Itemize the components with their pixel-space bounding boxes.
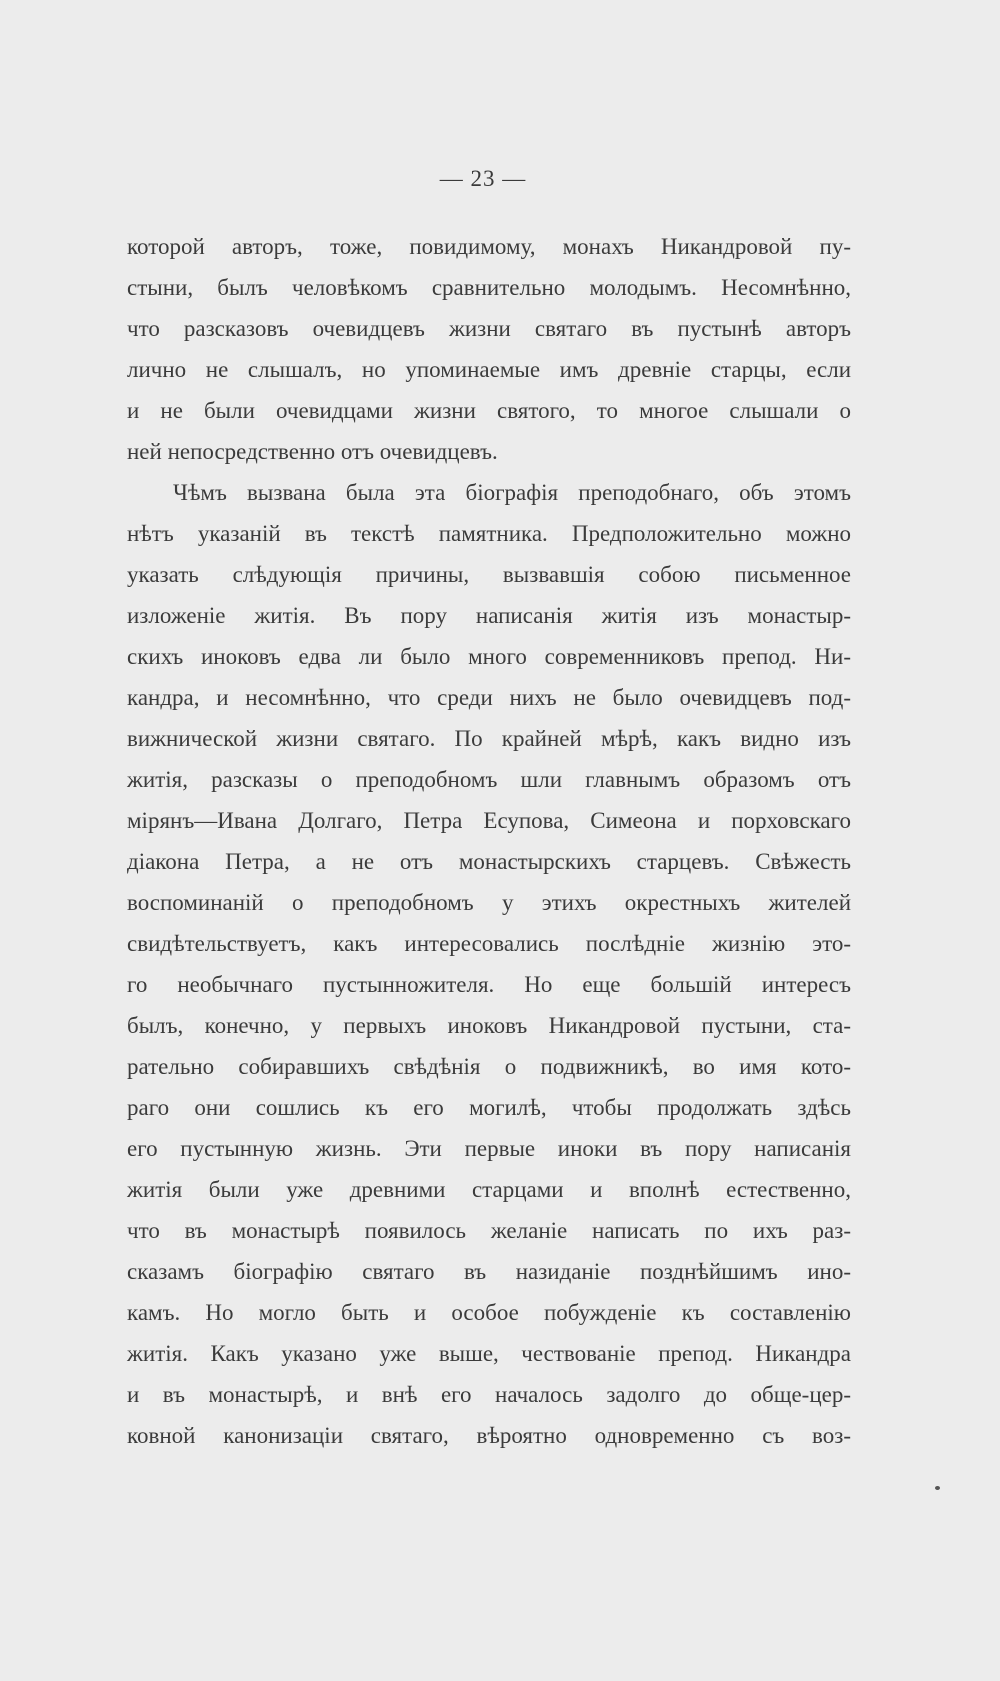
text-line: воспоминаній о преподобномъ у этихъ окрестныхъ жителей xyxy=(127,890,851,915)
text-line: рательно собиравшихъ свѣдѣнія о подвижникѣ, во имя кото- xyxy=(127,1054,851,1079)
text-line: свидѣтельствуетъ, какъ интересовались послѣдніе жизнію это- xyxy=(127,931,851,956)
text-line: камъ. Но могло быть и особое побужденіе къ составленію xyxy=(127,1300,851,1325)
text-line: Чѣмъ вызвана была эта біографія преподобнаго, объ этомъ xyxy=(173,480,851,505)
paper-speck xyxy=(935,1486,940,1490)
text-line: житія, разсказы о преподобномъ шли главнымъ образомъ отъ xyxy=(127,767,851,792)
text-line: ней непосредственно отъ очевидцевъ. xyxy=(127,439,498,464)
text-line: скихъ иноковъ едва ли было много современниковъ препод. Ни- xyxy=(127,644,851,669)
text-line: и не были очевидцами жизни святого, то многое слышали о xyxy=(127,398,851,423)
text-line: былъ, конечно, у первыхъ иноковъ Никандровой пустыни, ста- xyxy=(127,1013,851,1038)
text-line: изложеніе житія. Въ пору написанія житія изъ монастыр- xyxy=(127,603,851,628)
text-line: что разсказовъ очевидцевъ жизни святаго въ пустынѣ авторъ xyxy=(127,316,851,341)
text-line: житія. Какъ указано уже выше, чествованіе препод. Никандра xyxy=(127,1341,851,1366)
text-line: нѣтъ указаній въ текстѣ памятника. Предположительно можно xyxy=(127,521,851,546)
page-number: — 23 — xyxy=(439,166,527,191)
text-line: діакона Петра, а не отъ монастырскихъ старцевъ. Свѣжесть xyxy=(127,849,851,874)
body-text xyxy=(127,226,851,1456)
text-line: мірянъ—Ивана Долгаго, Петра Есупова, Симеона и порховскаго xyxy=(127,808,851,833)
text-line: которой авторъ, тоже, повидимому, монахъ Никандровой пу- xyxy=(127,234,851,259)
text-line: указать слѣдующія причины, вызвавшія собою письменное xyxy=(127,562,851,587)
text-line: стыни, былъ человѣкомъ сравнительно молодымъ. Несомнѣнно, xyxy=(127,275,851,300)
text-line: раго они сошлись къ его могилѣ, чтобы продолжать здѣсь xyxy=(127,1095,851,1120)
text-line: и въ монастырѣ, и внѣ его началось задолго до обще-цер- xyxy=(127,1382,851,1407)
text-line: го необычнаго пустынножителя. Но еще большій интересъ xyxy=(127,972,851,997)
paragraph-2 xyxy=(127,472,851,1456)
text-line: что въ монастырѣ появилось желаніе написать по ихъ раз- xyxy=(127,1218,851,1243)
text-line: ковной канонизаціи святаго, вѣроятно одновременно съ воз- xyxy=(127,1423,851,1448)
text-line: его пустынную жизнь. Эти первые иноки въ пору написанія xyxy=(127,1136,851,1161)
text-line: лично не слышалъ, но упоминаемые имъ древніе старцы, если xyxy=(127,357,851,382)
text-line: житія были уже древними старцами и вполнѣ естественно, xyxy=(127,1177,851,1202)
paragraph-1 xyxy=(127,226,851,472)
text-line: кандра, и несомнѣнно, что среди нихъ не было очевидцевъ под- xyxy=(127,685,851,710)
text-line: вижнической жизни святаго. По крайней мѣрѣ, какъ видно изъ xyxy=(127,726,851,751)
text-line: сказамъ біографію святаго въ назиданіе позднѣйшимъ ино- xyxy=(127,1259,851,1284)
